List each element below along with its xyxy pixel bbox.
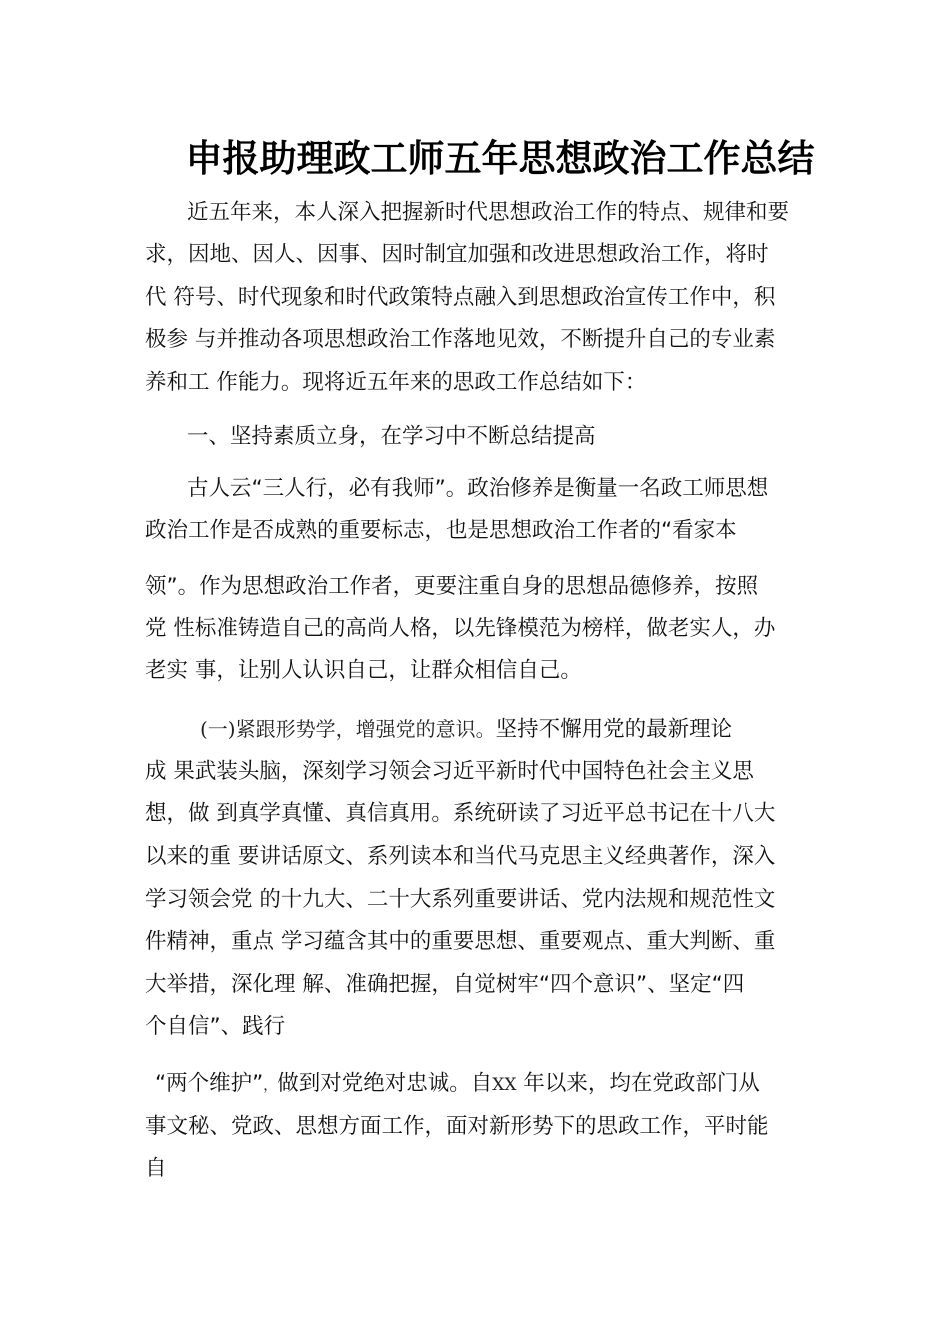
paragraph-text: 做到对党绝对忠诚。自 (277, 1071, 493, 1096)
year-placeholder: XX (492, 1075, 517, 1095)
subsection-text: 坚持不懈用党的最新理论 (495, 717, 733, 742)
subsection-label: (一)紧跟形势学，增强党的意识。 (200, 717, 496, 741)
paragraph-line: 学习领会党 的十九大、二十大系列重要讲话、党内法规和规范性文 (145, 887, 776, 912)
comma-mark: ， (263, 1078, 278, 1094)
paragraph-line: 自 (145, 1156, 167, 1181)
paragraph-line: 领”。作为思想政治工作者，更要注重自身的思想品德修养，按照 (145, 574, 759, 599)
paragraph-line: 老实 事，让别人认识自己，让群众相信自己。 (145, 658, 582, 683)
section-heading: 一、坚持素质立身，在学习中不断总结提高 (187, 424, 596, 449)
paragraph-line: 大举措，深化理 解、准确把握，自觉树牢“四个意识”、坚定“四 (145, 972, 745, 997)
paragraph-line: 事文秘、党政、思想方面工作，面对新形势下的思政工作，平时能 (145, 1114, 769, 1139)
paragraph-line: 以来的重 要讲话原文、系列读本和当代马克思主义经典著作，深入 (145, 844, 776, 869)
paragraph-line: 求，因地、因人、因事、因时制宜加强和改进思想政治工作，将时 (145, 242, 769, 267)
paragraph-line: 件精神，重点 学习蕴含其中的重要思想、重要观点、重大判断、重 (145, 929, 776, 954)
paragraph-line: 政治工作是否成熟的重要标志，也是思想政治工作者的“看家本 (145, 518, 737, 543)
paragraph-line: 极参 与并推动各项思想政治工作落地见效，不断提升自己的专业素 (145, 327, 776, 352)
paragraph-line: 成 果武装头脑，深刻学习领会习近平新时代中国特色社会主义思 (145, 759, 754, 784)
paragraph-text: 年以来，均在党政部门从 (516, 1071, 760, 1096)
paragraph-line: 想，做 到真学真懂、真信真用。系统研读了习近平总书记在十八大 (145, 801, 776, 826)
paragraph-line: 代 符号、时代现象和时代政策特点融入到思想政治宣传工作中，积 (145, 285, 776, 310)
paragraph-line: 个自信”、践行 (145, 1014, 286, 1039)
paragraph-line: 古人云“三人行，必有我师”。政治修养是衡量一名政工师思想 (187, 476, 769, 501)
quote-text: “两个维护” (155, 1071, 264, 1096)
paragraph-line (155, 1071, 760, 1099)
paragraph-line: 养和工 作能力。现将近五年来的思政工作总结如下： (145, 370, 647, 395)
paragraph-line: 党 性标准铸造自己的高尚人格，以先锋模范为榜样，做老实人，办 (145, 616, 776, 641)
paragraph-line: 近五年来，本人深入把握新时代思想政治工作的特点、规律和要 (187, 200, 790, 225)
document-title: 申报助理政工师五年思想政治工作总结 (185, 137, 815, 180)
subsection-first-line (200, 716, 732, 743)
